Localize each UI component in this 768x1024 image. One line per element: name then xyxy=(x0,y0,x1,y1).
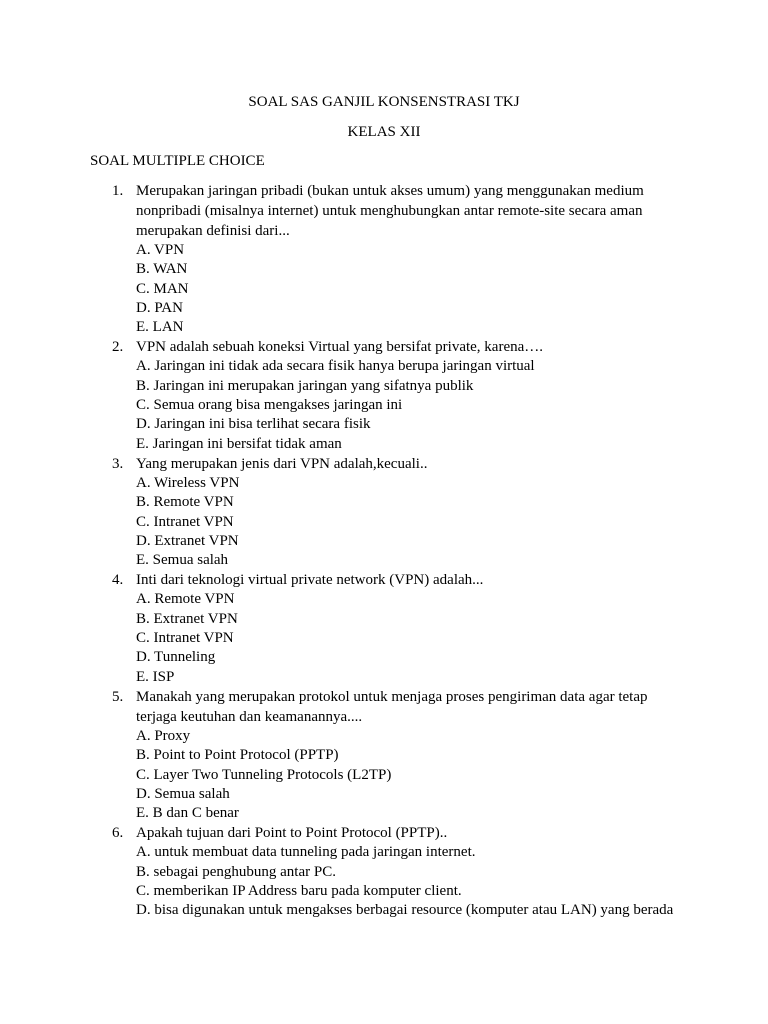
question-list xyxy=(0,181,768,921)
answer-option: A. Wireless VPN xyxy=(136,474,240,491)
answer-option: A. VPN xyxy=(136,242,185,258)
question-number: 3. xyxy=(112,455,124,472)
section-title: SOAL MULTIPLE CHOICE xyxy=(90,153,265,169)
question-number: 5. xyxy=(112,688,124,705)
question-item xyxy=(0,687,768,823)
answer-option: D. Semua salah xyxy=(136,785,230,802)
answer-options xyxy=(136,357,688,453)
answer-option: A. Proxy xyxy=(136,727,191,744)
question-text: Apakah tujuan dari Point to Point Protocol (PPTP).. xyxy=(136,825,448,842)
question-item xyxy=(0,181,768,337)
answer-option: B. Jaringan ini merupakan jaringan yang sifatnya publik xyxy=(136,377,474,394)
answer-option: D. PAN xyxy=(136,299,183,316)
answer-option: C. Intranet VPN xyxy=(136,630,234,647)
answer-option: A. Jaringan ini tidak ada secara fisik hanya berupa jaringan virtual xyxy=(136,358,535,375)
question-text: Manakah yang merupakan protokol untuk menjaga proses pengiriman data agar tetap terjaga keutuhan dan keamanannya.... xyxy=(136,688,648,725)
answer-option: C. memberikan IP Address baru pada komputer client. xyxy=(136,883,462,900)
answer-option: D. bisa digunakan untuk mengakses berbagai resource (komputer atau LAN) yang berada xyxy=(136,902,674,919)
question-text: Inti dari teknologi virtual private network (VPN) adalah... xyxy=(136,572,484,589)
question-item xyxy=(0,454,768,570)
answer-options xyxy=(136,474,688,570)
question-text: Merupakan jaringan pribadi (bukan untuk akses umum) yang menggunakan medium nonpribadi (misalnya internet) untuk menghubungkan antar remote-site secara aman merupakan definisi dari... xyxy=(136,183,644,239)
answer-option: B. WAN xyxy=(136,261,188,278)
answer-option: B. Remote VPN xyxy=(136,494,234,511)
answer-option: E. Jaringan ini bersifat tidak aman xyxy=(136,435,342,452)
answer-option: D. Tunneling xyxy=(136,649,216,666)
answer-option: D. Extranet VPN xyxy=(136,532,239,549)
question-number: 6. xyxy=(112,825,124,842)
answer-option: E. LAN xyxy=(136,319,184,336)
answer-option: E. Semua salah xyxy=(136,552,229,569)
document-title: SOAL SAS GANJIL KONSENSTRASI TKJ xyxy=(248,94,520,110)
question-item xyxy=(0,337,768,453)
question-item xyxy=(0,823,768,920)
question-text: Yang merupakan jenis dari VPN adalah,kecuali.. xyxy=(136,455,428,472)
document-subtitle: KELAS XII xyxy=(347,124,421,140)
answer-option: E. ISP xyxy=(136,668,175,685)
question-text: VPN adalah sebuah koneksi Virtual yang bersifat private, karena…. xyxy=(136,339,544,356)
answer-option: C. Layer Two Tunneling Protocols (L2TP) xyxy=(136,766,392,783)
answer-option: C. MAN xyxy=(136,280,189,297)
answer-options xyxy=(136,727,688,823)
question-number: 1. xyxy=(112,183,124,199)
answer-option: D. Jaringan ini bisa terlihat secara fisik xyxy=(136,416,371,433)
question-item xyxy=(0,570,768,686)
answer-option: A. Remote VPN xyxy=(136,591,235,608)
question-number: 2. xyxy=(112,339,124,356)
answer-option: C. Intranet VPN xyxy=(136,513,234,530)
answer-option: E. B dan C benar xyxy=(136,805,239,822)
answer-options xyxy=(136,590,688,686)
answer-option: B. sebagai penghubung antar PC. xyxy=(136,863,336,880)
question-number: 4. xyxy=(112,572,124,589)
answer-option: A. untuk membuat data tunneling pada jaringan internet. xyxy=(136,844,476,861)
answer-options xyxy=(136,843,688,920)
answer-option: B. Point to Point Protocol (PPTP) xyxy=(136,747,339,764)
answer-options xyxy=(136,241,688,337)
answer-option: B. Extranet VPN xyxy=(136,610,238,627)
answer-option: C. Semua orang bisa mengakses jaringan ini xyxy=(136,397,403,414)
